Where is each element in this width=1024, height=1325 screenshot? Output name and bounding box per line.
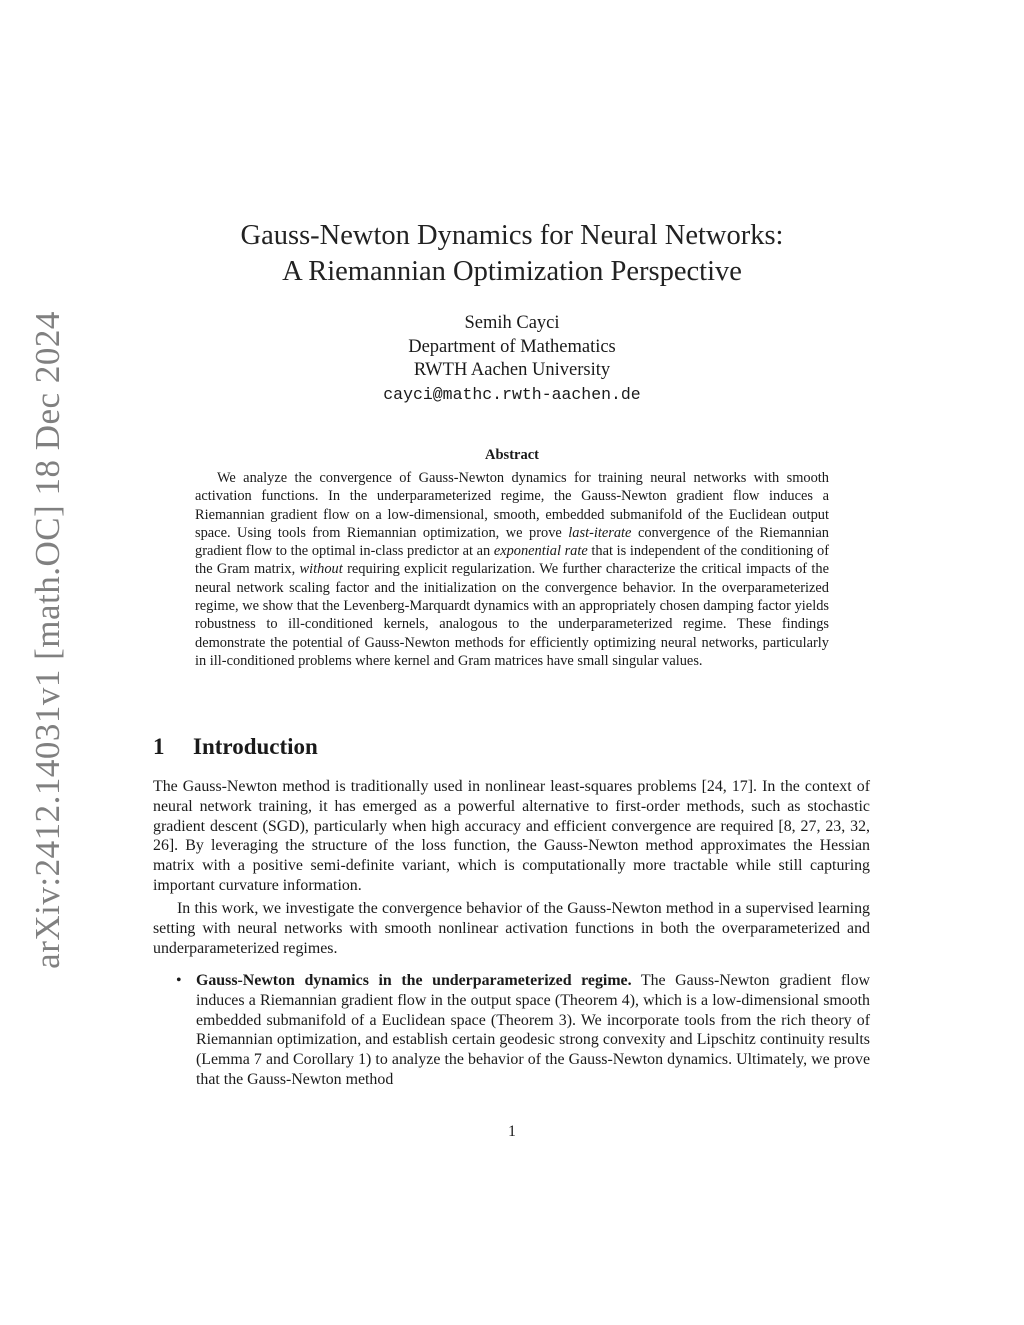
abstract-text-part-1: We analyze the convergence of Gauss-Newton dynamics for training neural networks with smooth activation functions. In the underparameterized regime, the Gauss-Newton gradient flow induces a Riemannian gradient flow on a low-dimensional, smooth, embedded submanifold of the Euclidean output space. Using tools from Riemannian optimization, we prove	[195, 470, 829, 541]
paper-title	[0, 218, 1024, 290]
bullet-lead-text: Gauss-Newton dynamics in the underparameterized regime.	[196, 972, 632, 989]
abstract-emphasis-exponential-rate: exponential rate	[493, 543, 588, 560]
arxiv-identifier: arXiv:2412.14031v1 [math.OC] 18 Dec 2024	[28, 311, 67, 969]
intro-paragraph-1: The Gauss-Newton method is traditionally used in nonlinear least-squares problems [24, 17]. In the context of neural network training, it has emerged as a powerful alternative to first-order methods, such as stochastic gradient descent (SGD), particularly when high accuracy and efficient convergence are required [8, 27, 23, 32, 26]. By leveraging the structure of the loss function, the Gauss-Newton method approximates the Hessian matrix with a positive semi-definite variant, which is computationally more tractable while still capturing important curvature information.	[153, 778, 870, 894]
bullet-marker: •	[176, 972, 182, 989]
intro-paragraph-2: In this work, we investigate the convergence behavior of the Gauss-Newton method in a supervised learning setting with neural networks with smooth nonlinear activation functions in both the overparameterized and underparameterized regimes.	[153, 900, 870, 957]
abstract-emphasis-last-iterate: last-iterate	[568, 524, 632, 541]
author-university: RWTH Aachen University	[413, 360, 611, 380]
paper-title-line-2: A Riemannian Optimization Perspective	[282, 256, 742, 287]
abstract-text-part-3: that is independent of the conditioning of the Gram matrix,	[195, 543, 829, 578]
abstract-heading: Abstract	[485, 447, 539, 463]
author-name: Semih Cayci	[464, 313, 560, 333]
section-title: Introduction	[193, 734, 318, 759]
author-department: Department of Mathematics	[408, 336, 616, 357]
bullet-item-underparameterized	[176, 971, 870, 1090]
author-email: cayci@mathc.rwth-aachen.de	[383, 384, 641, 404]
abstract-text-part-4: requiring explicit regularization. We further characterize the critical impacts of the neural network scaling factor and the initialization on the convergence behavior. In the overparameterized regime, we show that the Levenberg-Marquardt dynamics with an appropriately chosen damping factor yields robustness to ill-conditioned kernels, analogous to the underparameterized regime. These findings demonstrate the potential of Gauss-Newton methods for efficiently optimizing neural networks, particularly in ill-conditioned problems where kernel and Gram matrices have small singular values.	[195, 561, 829, 669]
abstract-text-part-2: convergence of the Riemannian gradient flow to the optimal in-class predictor at an	[195, 524, 829, 560]
paper-title-line-1: Gauss-Newton Dynamics for Neural Networks:	[240, 220, 784, 251]
section-number: 1	[153, 734, 165, 759]
abstract-body	[195, 469, 829, 670]
author-block	[0, 312, 1024, 406]
bullet-body-text: The Gauss-Newton gradient flow induces a Riemannian gradient flow in the output space (Theorem 4), which is a low-dimensional smooth embedded submanifold of a Euclidean space (Theorem 3). We incorporate tools from the rich theory of Riemannian optimization, and establish certain geodesic strong convexity and Lipschitz continuity results (Lemma 7 and Corollary 1) to analyze the behavior of the Gauss-Newton dynamics. Ultimately, we prove that the Gauss-Newton method	[196, 972, 870, 1088]
page-number: 1	[508, 1123, 516, 1140]
abstract-emphasis-without: without	[299, 561, 343, 578]
section-heading-introduction	[153, 734, 318, 760]
